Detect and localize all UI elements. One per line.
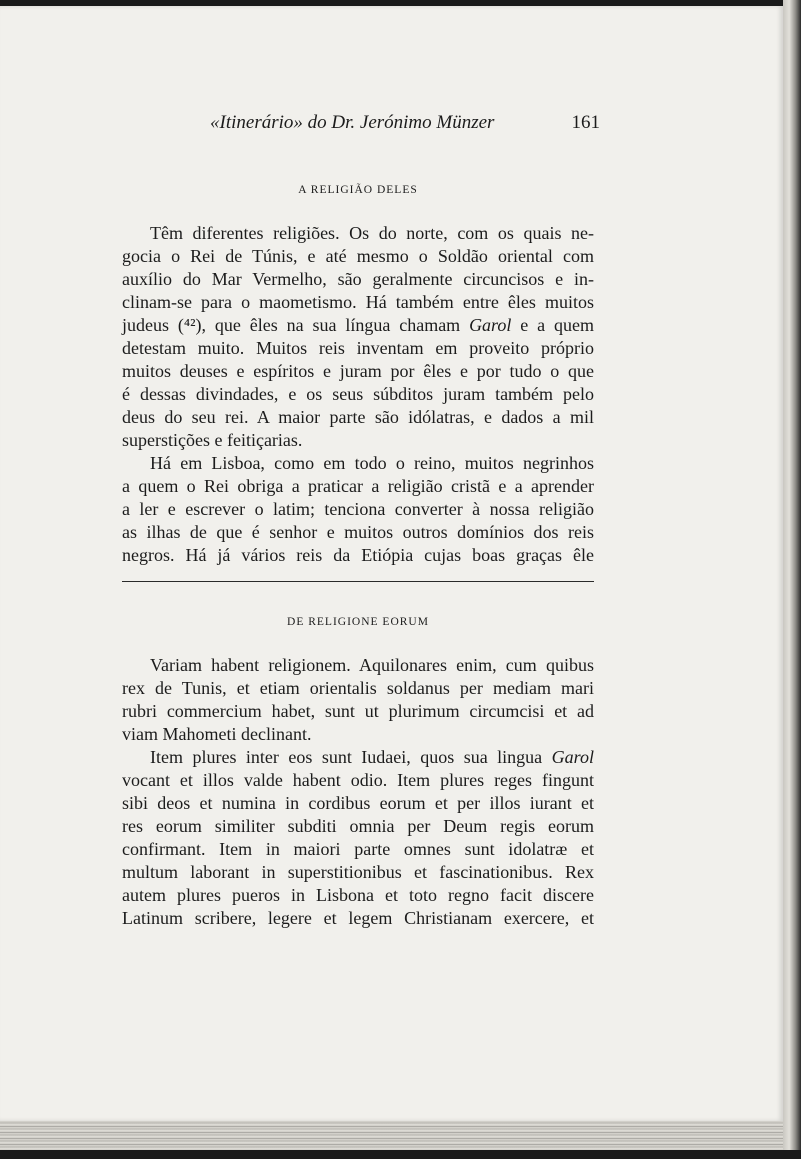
- portuguese-section-heading: A RELIGIÃO DELES: [298, 184, 418, 196]
- paragraph-line: é dessas divindades, e os seus súbditos juram também pelo: [122, 384, 594, 404]
- paragraph-line: multum laborant in superstitionibus et fascinationibus. Rex: [122, 862, 594, 882]
- page-number: 161: [571, 112, 600, 133]
- paragraph-line: muitos deuses e espíritos e juram por êles e por tudo o que: [122, 361, 594, 381]
- paragraph-line: auxílio do Mar Vermelho, são geralmente circuncisos e in-: [122, 269, 594, 289]
- paragraph-line: rex de Tunis, et etiam orientalis soldanus per mediam mari: [122, 678, 594, 698]
- paragraph-line: gocia o Rei de Túnis, e até mesmo o Soldão oriental com: [122, 246, 594, 266]
- scan-border-bottom: [0, 1150, 801, 1159]
- paragraph-line: res eorum similiter subditi omnia per Deum regis eorum: [122, 816, 594, 836]
- paragraph-line: sibi deos et numina in cordibus eorum et per illos iurant et: [122, 793, 594, 813]
- paragraph-line: viam Mahometi declinant.: [122, 724, 312, 744]
- paragraph-line: Item plures inter eos sunt Iudaei, quos sua lingua Garol: [150, 747, 594, 767]
- paragraph-line: superstições e feitiçarias.: [122, 430, 303, 450]
- paragraph-line: negros. Há já vários reis da Etiópia cujas boas graças êle: [122, 545, 594, 565]
- paragraph-line: a ler e escrever o latim; tenciona converter à nossa religião: [122, 499, 594, 519]
- paragraph-line: Há em Lisboa, como em todo o reino, muitos negrinhos: [150, 453, 594, 473]
- paragraph-line: Têm diferentes religiões. Os do norte, com os quais ne-: [150, 223, 594, 243]
- paragraph-line: as ilhas de que é senhor e muitos outros domínios dos reis: [122, 522, 594, 542]
- paragraph-line: autem plures pueros in Lisbona et toto regno facit discere: [122, 885, 594, 905]
- paragraph-line: rubri commercium habet, sunt ut plurimum circumcisi et ad: [122, 701, 594, 721]
- running-title: «Itinerário» do Dr. Jerónimo Münzer: [210, 112, 495, 133]
- section-divider: [122, 581, 594, 582]
- paragraph-line: confirmant. Item in maiori parte omnes sunt idolatræ et: [122, 839, 594, 859]
- running-header: [210, 112, 600, 138]
- paragraph-line: detestam muito. Muitos reis inventam em proveito próprio: [122, 338, 594, 358]
- paragraph-line: clinam-se para o maometismo. Há também entre êles muitos: [122, 292, 594, 312]
- paragraph-line: a quem o Rei obriga a praticar a religião cristã e a aprender: [122, 476, 594, 496]
- latin-section-heading: DE RELIGIONE EORUM: [287, 616, 429, 628]
- paragraph-line: Latinum scribere, legere et legem Christianam exercere, et: [122, 908, 594, 928]
- paragraph-line: judeus (⁴²), que êles na sua língua chamam Garol e a quem: [122, 315, 594, 335]
- page-edge-right: [783, 0, 801, 1159]
- paragraph-line: Variam habent religionem. Aquilonares enim, cum quibus: [150, 655, 594, 675]
- paragraph-line: vocant et illos valde habent odio. Item plures reges fingunt: [122, 770, 594, 790]
- paragraph-line: deus do seu rei. A maior parte são idólatras, e dados a mil: [122, 407, 594, 427]
